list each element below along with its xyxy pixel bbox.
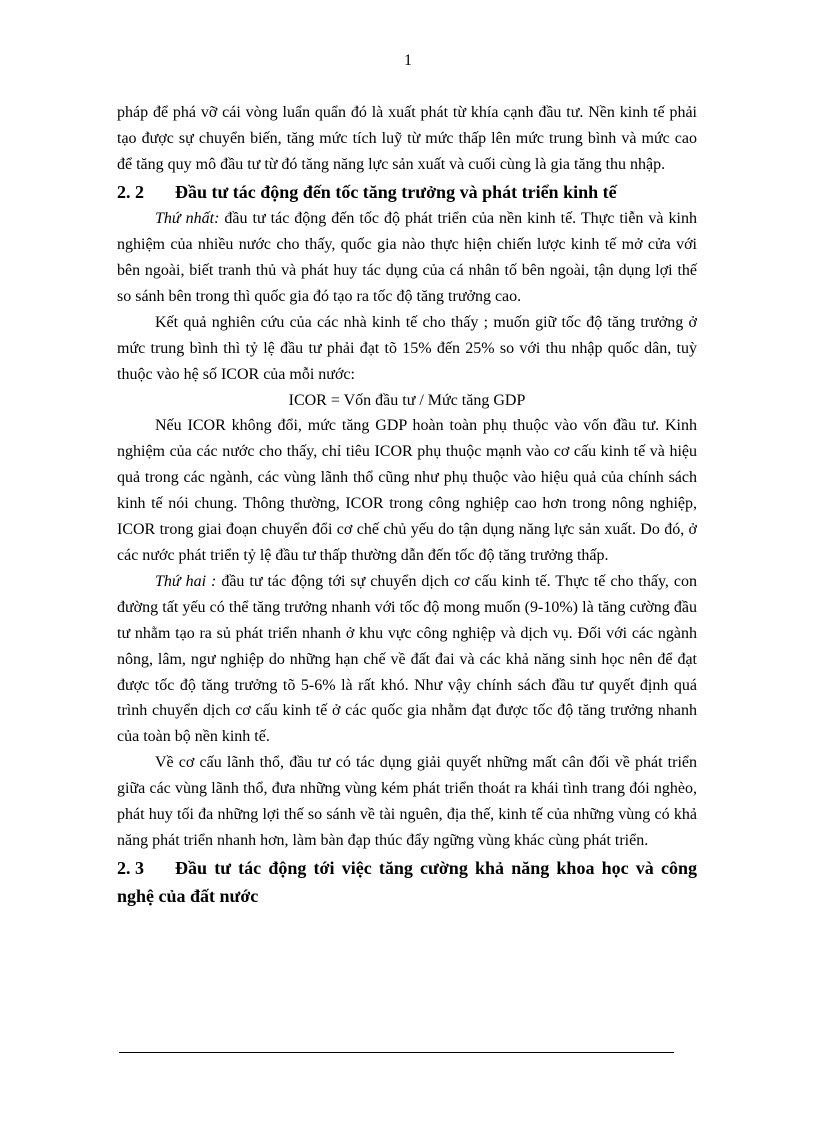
icor-formula: ICOR = Vốn đầu tư / Mức tăng GDP: [288, 391, 526, 409]
paragraph-research: Kết quả nghiên cứu của các nhà kinh tế cho thấy ; muốn giữ tốc độ tăng trưởng ở mức trung bình thì tỷ lệ đầu tư phải đạt tõ 15% đến 25% so với thu nhập quốc dân, tuỳ thuộc vào hệ số ICOR của mỗi nước:: [117, 313, 697, 383]
document-body: [117, 100, 697, 911]
section-title: Đầu tư tác động tới việc tăng cường khả năng khoa học và công nghệ của đất nước: [117, 857, 697, 907]
paragraph-intro: pháp để phá vỡ cái vòng luẩn quẩn đó là xuất phát từ khía cạnh đầu tư. Nền kinh tế phải tạo được sự chuyển biến, tăng mức tích luỹ từ mức thấp lên mức trung bình và mức cao để tăng quy mô đầu tư từ đó tăng năng lực sản xuất và cuối cùng là gia tăng thu nhập.: [117, 104, 697, 173]
paragraph-text: đầu tư tác động tới sự chuyển dịch cơ cấu kinh tế. Thực tế cho thấy, con đường tất yếu có thể tăng trưởng nhanh với tốc độ mong muốn (9-10%) là tăng cường đầu tư nhằm tạo ra sủ phát triển nhanh ở khu vực công nghiệp và dịch vụ. Đối với các ngành nông, lâm, ngư nghiệp do những hạn chế về đất đai và các khả năng sinh học nên để đạt được tốc độ tăng trưởng tõ 5-6% là rất khó. Như vậy chính sách đầu tư quyết định quá trình chuyển dịch cơ cấu kinh tế ở các quốc gia nhằm đạt được tốc độ tăng trưởng nhanh của toàn bộ nền kinh tế.: [117, 572, 697, 746]
paragraph-lead: Thứ nhất:: [155, 210, 220, 228]
paragraph-territory: Về cơ cấu lãnh thổ, đầu tư có tác dụng giải quyết những mất cân đối về phát triển giữa các vùng lãnh thổ, đưa những vùng kém phát triển thoát ra khái tình trang đói nghèo, phát huy tối đa những lợi thế so sánh về tài nguên, địa thế, kinh tế của những vùng có khả năng phát triển nhanh hơn, làm bàn đạp thúc đẩy ngững vùng khác cùng phát triển.: [117, 754, 697, 849]
paragraph-icor: Nếu ICOR không đổi, mức tăng GDP hoàn toàn phụ thuộc vào vốn đầu tư. Kinh nghiệm của các nước cho thấy, chỉ tiêu ICOR phụ thuộc mạnh vào cơ cấu kinh tế và hiệu quả trong các ngành, các vùng lãnh thổ cũng như phụ thuộc vào hiệu quả của chính sách kinh tế nói chung. Thông thường, ICOR trong công nghiệp cao hơn trong nông nghiệp, ICOR trong giai đoạn chuyển đổi cơ chế chủ yếu do tận dụng năng lực sản xuất. Do đó, ở các nước phát triển tỷ lệ đầu tư thấp thường dẫn đến tốc độ tăng trưởng thấp.: [117, 417, 697, 564]
paragraph-thu-nhat: [117, 206, 697, 310]
section-number: 2. 3: [117, 857, 144, 878]
paragraph-thu-hai: [117, 569, 697, 750]
paragraph-lead: Thứ hai :: [155, 572, 217, 590]
section-number: 2. 2: [117, 181, 144, 202]
page-number: 1: [404, 52, 412, 69]
section-heading-2-2: [117, 178, 697, 207]
footer-divider: [119, 1052, 674, 1053]
section-title: Đầu tư tác động đến tốc tăng trưởng và phát triển kinh tế: [175, 181, 617, 202]
section-heading-2-3: [117, 854, 697, 911]
paragraph-text: đầu tư tác động đến tốc độ phát triển của nền kinh tế. Thực tiễn và kinh nghiệm của nhiều nước cho thấy, quốc gia nào thực hiện chiến lược kinh tế mở cửa với bên ngoài, biết tranh thủ và phát huy tác dụng của cá nhân tố bên ngoài, tận dụng lợi thế so sánh bên trong thì quốc gia đó tạo ra tốc độ tăng trưởng cao.: [117, 210, 697, 305]
